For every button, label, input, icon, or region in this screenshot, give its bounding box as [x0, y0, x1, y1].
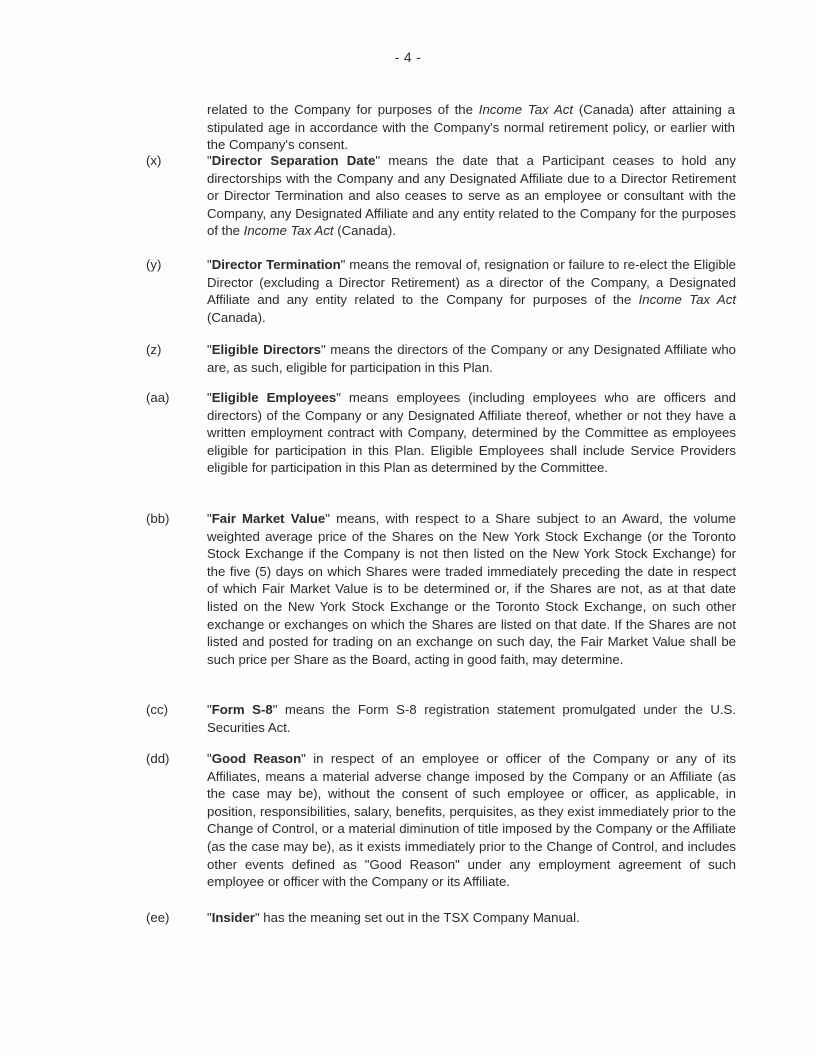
- definition-dd: [146, 750, 736, 891]
- act-title: Income Tax Act: [638, 292, 736, 308]
- definition-body: [207, 701, 736, 736]
- definition-label: (dd): [146, 751, 170, 766]
- close-quote: ": [321, 342, 326, 357]
- definition-text-end: (Canada).: [333, 223, 396, 239]
- defined-term: Director Termination: [211, 257, 341, 272]
- definition-z: [146, 341, 736, 376]
- definition-label: (cc): [146, 702, 168, 717]
- defined-term: Form S-8: [211, 702, 273, 717]
- definition-bb: [146, 510, 736, 668]
- definition-body: [207, 909, 736, 927]
- definition-text: in respect of an employee or officer of the Company or any of its Affiliates, means a material adverse change imposed by the Company or an Affiliate (as the case may be), without the consent of such employee or officer, as applicable, in position, responsibilities, salary, benefits, perquisites, as they exist immediately prior to the Change of Control, or a material diminution of title imposed by the Company or the Affiliate (as the case may be), as it exists immediately prior to the Change of Control, and includes other events defined as "Good Reason" under any employment agreement of such employee or officer with the Company or its Affiliate.: [207, 751, 736, 890]
- definition-body: [207, 152, 736, 240]
- definition-label: (ee): [146, 910, 170, 925]
- definition-body: [207, 256, 736, 326]
- open-quote: ": [207, 910, 212, 925]
- definition-label: (aa): [146, 390, 170, 405]
- definition-ee: [146, 909, 736, 927]
- definition-text-end: (Canada).: [207, 309, 266, 325]
- definition-aa: [146, 389, 736, 477]
- definition-text: means the Form S-8 registration statement promulgated under the U.S. Securities Act.: [207, 702, 736, 735]
- definition-x: [146, 152, 736, 240]
- definition-cc: [146, 701, 736, 736]
- open-quote: ": [207, 390, 212, 405]
- open-quote: ": [207, 751, 212, 766]
- definition-label: (bb): [146, 511, 170, 526]
- open-quote: ": [207, 511, 212, 526]
- open-quote: ": [207, 153, 212, 168]
- definition-text: means the directors of the Company or any Designated Affiliate who are, as such, eligible for participation in this Plan.: [207, 342, 737, 375]
- close-quote: ": [375, 153, 381, 168]
- definition-label: (x): [146, 153, 162, 168]
- defined-term: Director Separation Date: [211, 153, 376, 168]
- definition-body: [207, 341, 736, 376]
- definition-text: means employees (including employees who are officers and directors) of the Company or any Designated Affiliate thereof, whether or not they have a written employment contract with Company, determined by the Committee as employees eligible for participation in this Plan. Eligible Employees shall include Service Providers eligible for participation in this Plan as determined by the Committee.: [207, 390, 736, 476]
- defined-term: Fair Market Value: [211, 511, 326, 526]
- definition-text: has the meaning set out in the TSX Company Manual.: [259, 910, 580, 925]
- definition-body: [207, 750, 736, 891]
- definition-text: means, with respect to a Share subject to an Award, the volume weighted average price of the Shares on the New York Stock Exchange (or the Toronto Stock Exchange if the Company is not then listed on the New York Stock Exchange) for the five (5) days on which Shares were traded immediately preceding the date in respect of which Fair Market Value is to be determined or, if the Shares are not, as at that date listed on the New York Stock Exchange or the Toronto Stock Exchange, on such other exchange or exchanges on which the Shares are listed on that date. If the Shares are not listed and posted for trading on an exchange on such day, the Fair Market Value shall be such price per Share as the Board, acting in good faith, may determine.: [207, 511, 736, 667]
- act-title: Income Tax Act: [243, 223, 334, 239]
- defined-term: Eligible Employees: [211, 390, 337, 405]
- definition-label: (z): [146, 342, 162, 357]
- page-number: - 4 -: [394, 50, 422, 65]
- definition-label: (y): [146, 257, 162, 272]
- definition-text: means the date that a Participant ceases to hold any directorships with the Company and any Designated Affiliate due to a Director Retirement or Director Termination and also ceases to serve as an employee or consultant with the Company, any Designated Affiliate and any entity related to the Company for the purposes of the: [207, 153, 736, 239]
- defined-term: Good Reason: [211, 751, 302, 766]
- defined-term: Eligible Directors: [211, 342, 322, 357]
- defined-term: Insider: [211, 910, 255, 925]
- close-quote: ": [301, 751, 306, 766]
- intro-act-title: Income Tax Act: [478, 102, 574, 117]
- close-quote: ": [272, 702, 278, 717]
- definition-body: [207, 510, 736, 668]
- definition-y: [146, 256, 736, 326]
- intro-text-2: (Canada) after attaining a stipulated age in accordance with the Company's normal retirement policy, or earlier with the Company's consent.: [207, 102, 735, 153]
- close-quote: ": [340, 257, 346, 272]
- open-quote: ": [207, 342, 212, 357]
- close-quote: ": [336, 390, 341, 405]
- intro-text-1: related to the Company for purposes of the: [207, 102, 479, 117]
- definition-text: means the removal of, resignation or failure to re-elect the Eligible Director (excluding a Director Retirement) as a director of the Company, a Designated Affiliate and any entity related to the Company for purposes of the: [207, 257, 736, 308]
- open-quote: ": [207, 257, 212, 272]
- continued-paragraph: [207, 101, 735, 154]
- open-quote: ": [207, 702, 212, 717]
- definition-body: [207, 389, 736, 477]
- close-quote: ": [254, 910, 260, 925]
- close-quote: ": [325, 511, 330, 526]
